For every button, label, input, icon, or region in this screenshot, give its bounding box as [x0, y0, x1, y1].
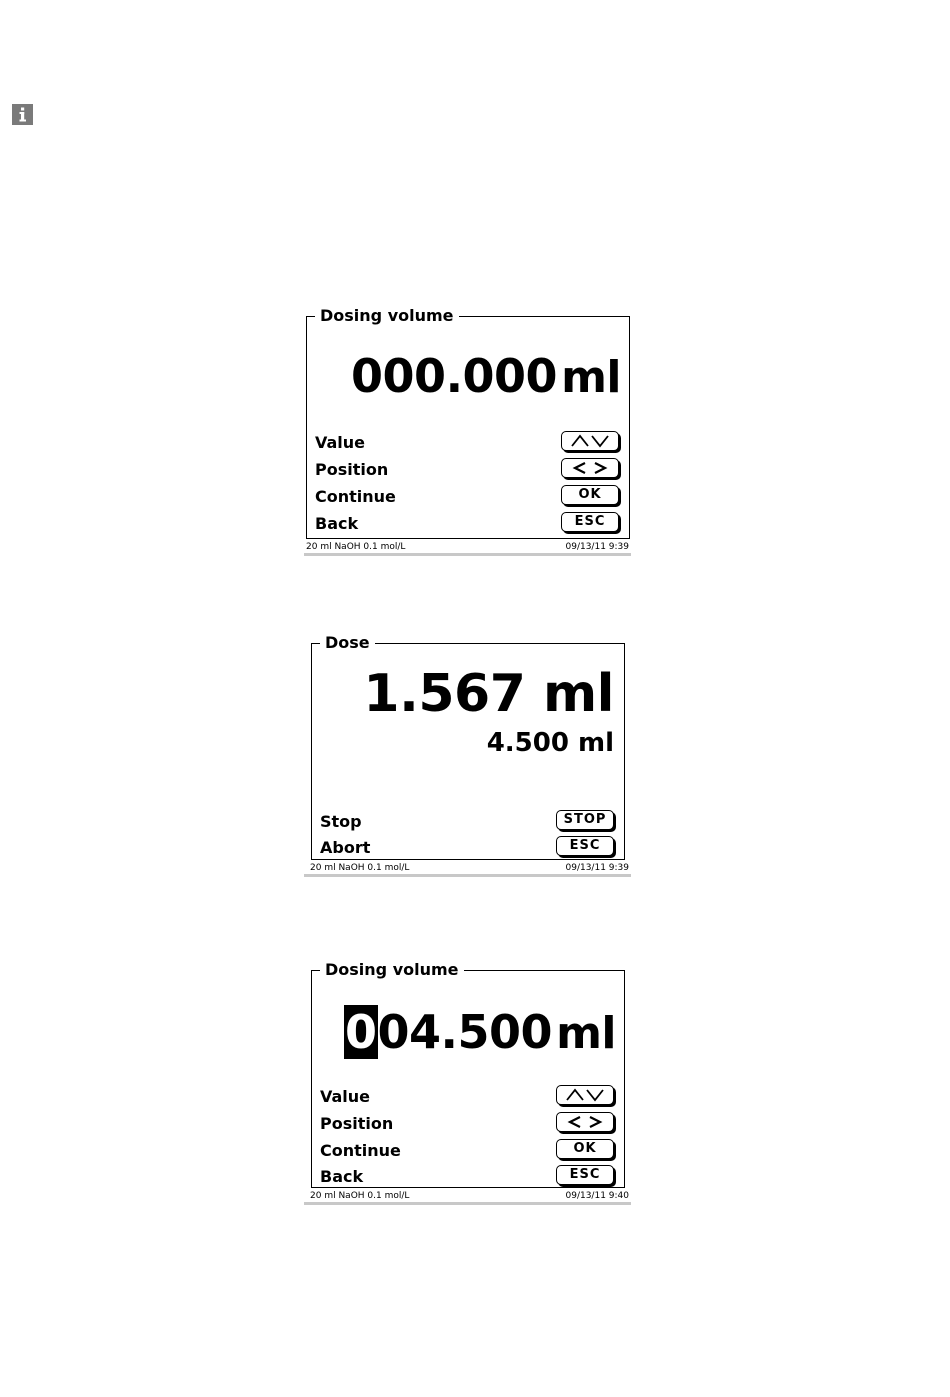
row-back	[320, 1165, 616, 1190]
esc-key[interactable]: ESC	[556, 1165, 614, 1185]
row-label: Abort	[320, 838, 371, 857]
row-label: Position	[320, 1114, 394, 1133]
stop-key[interactable]: STOP	[556, 810, 614, 830]
row-label: Value	[315, 433, 366, 452]
screen-dosing-volume-edit	[304, 960, 631, 1207]
footer-bar	[304, 874, 631, 877]
row-label: Value	[320, 1087, 371, 1106]
row-label: Position	[315, 460, 389, 479]
row-back	[315, 512, 621, 537]
dosing-volume-readout	[351, 349, 621, 403]
reagent-info: 20 ml NaOH 0.1 mol/L	[310, 1191, 410, 1201]
left-right-arrows-icon	[563, 1115, 607, 1129]
dialog-panel	[306, 306, 630, 539]
dialog-panel	[311, 633, 625, 860]
row-stop	[320, 810, 616, 835]
up-down-arrows-icon	[563, 1088, 607, 1102]
row-value	[315, 431, 621, 456]
row-label: Stop	[320, 812, 362, 831]
screen-dose-progress	[304, 633, 631, 879]
row-label: Continue	[315, 487, 396, 506]
up-down-arrows-icon	[568, 434, 612, 448]
row-label: Back	[315, 514, 359, 533]
reagent-info: 20 ml NaOH 0.1 mol/L	[306, 542, 406, 552]
up-down-key[interactable]	[561, 431, 619, 451]
left-right-key[interactable]	[556, 1112, 614, 1132]
row-abort	[320, 836, 616, 861]
dosed-volume-readout: 1.567 ml	[363, 664, 614, 724]
info-icon	[12, 104, 33, 125]
row-label: Continue	[320, 1141, 401, 1160]
esc-key[interactable]: ESC	[556, 836, 614, 856]
ok-key[interactable]: OK	[561, 485, 619, 505]
volume-digits: 000.000	[351, 349, 558, 403]
reagent-info: 20 ml NaOH 0.1 mol/L	[310, 863, 410, 873]
volume-unit: ml	[556, 1008, 616, 1059]
volume-unit: ml	[561, 352, 621, 403]
esc-key[interactable]: ESC	[561, 512, 619, 532]
panel-title: Dosing volume	[315, 305, 459, 327]
dialog-panel	[311, 960, 625, 1188]
row-label: Back	[320, 1167, 364, 1186]
footer-bar	[304, 1202, 631, 1205]
footer-bar	[304, 553, 631, 556]
left-right-key[interactable]	[561, 458, 619, 478]
row-continue	[315, 485, 621, 510]
cursor-digit[interactable]: 0	[345, 1005, 377, 1059]
timestamp: 09/13/11 9:39	[565, 863, 629, 873]
row-continue	[320, 1139, 616, 1164]
volume-digits: 04.500	[377, 1005, 553, 1059]
ok-key[interactable]: OK	[556, 1139, 614, 1159]
up-down-key[interactable]	[556, 1085, 614, 1105]
left-right-arrows-icon	[568, 461, 612, 475]
target-volume-readout: 4.500 ml	[486, 728, 614, 758]
row-position	[315, 458, 621, 483]
panel-title: Dosing volume	[320, 959, 464, 981]
panel-title: Dose	[320, 632, 375, 654]
timestamp: 09/13/11 9:40	[565, 1191, 629, 1201]
screen-dosing-volume-initial	[304, 306, 631, 557]
dosing-volume-readout	[344, 1005, 616, 1059]
timestamp: 09/13/11 9:39	[565, 542, 629, 552]
row-position	[320, 1112, 616, 1137]
row-value	[320, 1085, 616, 1110]
